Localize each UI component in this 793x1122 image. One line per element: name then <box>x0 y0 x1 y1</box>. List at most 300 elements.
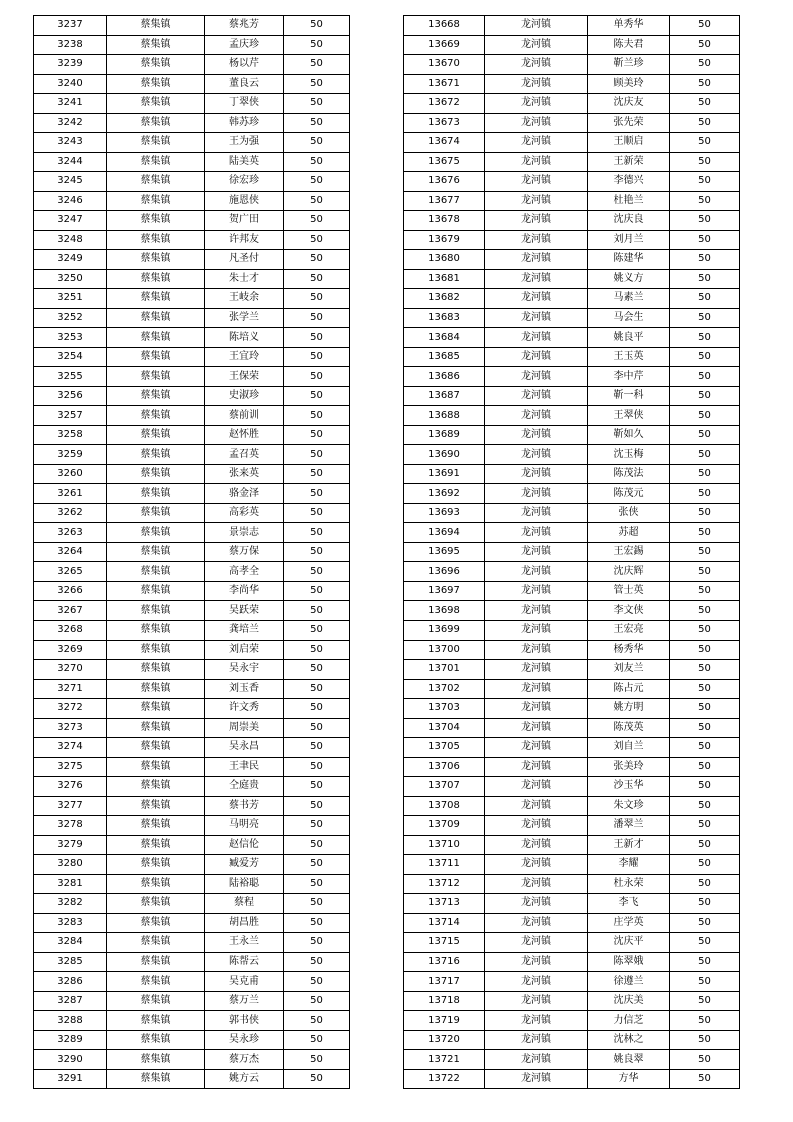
amount-cell: 50 <box>670 35 740 55</box>
town-cell: 蔡集镇 <box>107 913 205 933</box>
serial-cell: 13713 <box>404 894 485 914</box>
name-cell: 吴克甫 <box>205 972 284 992</box>
table-row <box>404 913 740 933</box>
name-cell: 韩苏珍 <box>205 113 284 133</box>
town-cell: 蔡集镇 <box>107 55 205 75</box>
town-cell: 蔡集镇 <box>107 230 205 250</box>
town-cell: 蔡集镇 <box>107 386 205 406</box>
name-cell: 刘玉香 <box>205 679 284 699</box>
name-cell: 董良云 <box>205 74 284 94</box>
serial-cell: 3243 <box>34 133 107 153</box>
name-cell: 沈庆辉 <box>588 562 670 582</box>
name-cell: 孟召英 <box>205 445 284 465</box>
amount-cell: 50 <box>670 660 740 680</box>
town-cell: 蔡集镇 <box>107 562 205 582</box>
table-row <box>404 386 740 406</box>
table-row <box>404 894 740 914</box>
name-cell: 王为强 <box>205 133 284 153</box>
amount-cell: 50 <box>670 94 740 114</box>
town-cell: 蔡集镇 <box>107 777 205 797</box>
serial-cell: 13714 <box>404 913 485 933</box>
name-cell: 陆美英 <box>205 152 284 172</box>
name-cell: 刘月兰 <box>588 230 670 250</box>
name-cell: 凡圣付 <box>205 250 284 270</box>
table-row <box>34 640 350 660</box>
serial-cell: 3253 <box>34 328 107 348</box>
amount-cell: 50 <box>284 777 350 797</box>
serial-cell: 13698 <box>404 601 485 621</box>
table-row <box>404 1050 740 1070</box>
serial-cell: 3262 <box>34 503 107 523</box>
amount-cell: 50 <box>670 640 740 660</box>
amount-cell: 50 <box>670 777 740 797</box>
serial-cell: 3266 <box>34 581 107 601</box>
serial-cell: 3265 <box>34 562 107 582</box>
town-cell: 蔡集镇 <box>107 816 205 836</box>
table-row <box>404 562 740 582</box>
serial-cell: 13677 <box>404 191 485 211</box>
serial-cell: 13695 <box>404 542 485 562</box>
town-cell: 龙河镇 <box>485 835 588 855</box>
town-cell: 蔡集镇 <box>107 972 205 992</box>
serial-cell: 13715 <box>404 933 485 953</box>
name-cell: 陈茂英 <box>588 718 670 738</box>
amount-cell: 50 <box>670 503 740 523</box>
name-cell: 靳兰珍 <box>588 55 670 75</box>
town-cell: 龙河镇 <box>485 35 588 55</box>
table-row <box>404 35 740 55</box>
table-row <box>404 503 740 523</box>
amount-cell: 50 <box>284 16 350 36</box>
table-row <box>404 620 740 640</box>
town-cell: 蔡集镇 <box>107 581 205 601</box>
table-row <box>34 835 350 855</box>
town-cell: 龙河镇 <box>485 757 588 777</box>
amount-cell: 50 <box>284 308 350 328</box>
table-row <box>34 874 350 894</box>
name-cell: 孟庆珍 <box>205 35 284 55</box>
table-row <box>404 581 740 601</box>
amount-cell: 50 <box>284 289 350 309</box>
name-cell: 陆裕聪 <box>205 874 284 894</box>
town-cell: 龙河镇 <box>485 738 588 758</box>
town-cell: 龙河镇 <box>485 133 588 153</box>
name-cell: 蔡兆芳 <box>205 16 284 36</box>
serial-cell: 3268 <box>34 620 107 640</box>
serial-cell: 3237 <box>34 16 107 36</box>
name-cell: 陈夫君 <box>588 35 670 55</box>
town-cell: 龙河镇 <box>485 699 588 719</box>
name-cell: 王永兰 <box>205 933 284 953</box>
name-cell: 杜永荣 <box>588 874 670 894</box>
serial-cell: 3238 <box>34 35 107 55</box>
town-cell: 蔡集镇 <box>107 172 205 192</box>
table-row <box>34 425 350 445</box>
table-row <box>34 562 350 582</box>
amount-cell: 50 <box>284 35 350 55</box>
table-row <box>404 464 740 484</box>
amount-cell: 50 <box>284 191 350 211</box>
table-row <box>34 660 350 680</box>
serial-cell: 13700 <box>404 640 485 660</box>
serial-cell: 3256 <box>34 386 107 406</box>
serial-cell: 13710 <box>404 835 485 855</box>
table-row <box>34 172 350 192</box>
town-cell: 蔡集镇 <box>107 328 205 348</box>
table-row <box>404 113 740 133</box>
serial-cell: 13688 <box>404 406 485 426</box>
serial-cell: 3267 <box>34 601 107 621</box>
serial-cell: 13705 <box>404 738 485 758</box>
name-cell: 吴永昌 <box>205 738 284 758</box>
name-cell: 王保荣 <box>205 367 284 387</box>
town-cell: 龙河镇 <box>485 464 588 484</box>
amount-cell: 50 <box>284 562 350 582</box>
table-row <box>404 74 740 94</box>
table-row <box>34 269 350 289</box>
table-row <box>404 484 740 504</box>
town-cell: 蔡集镇 <box>107 1069 205 1089</box>
town-cell: 龙河镇 <box>485 991 588 1011</box>
amount-cell: 50 <box>284 211 350 231</box>
amount-cell: 50 <box>284 620 350 640</box>
amount-cell: 50 <box>284 367 350 387</box>
table-row <box>34 230 350 250</box>
town-cell: 龙河镇 <box>485 230 588 250</box>
name-cell: 蔡程 <box>205 894 284 914</box>
table-row <box>404 289 740 309</box>
name-cell: 陈帮云 <box>205 952 284 972</box>
serial-cell: 13686 <box>404 367 485 387</box>
table-row <box>404 347 740 367</box>
amount-cell: 50 <box>670 211 740 231</box>
serial-cell: 13708 <box>404 796 485 816</box>
table-row <box>404 367 740 387</box>
table-row <box>34 933 350 953</box>
town-cell: 蔡集镇 <box>107 523 205 543</box>
table-row <box>404 601 740 621</box>
serial-cell: 3279 <box>34 835 107 855</box>
table-row <box>404 718 740 738</box>
name-cell: 张学兰 <box>205 308 284 328</box>
amount-cell: 50 <box>670 16 740 36</box>
table-row <box>404 94 740 114</box>
name-cell: 吴跃荣 <box>205 601 284 621</box>
town-cell: 龙河镇 <box>485 796 588 816</box>
serial-cell: 13701 <box>404 660 485 680</box>
name-cell: 潘翠兰 <box>588 816 670 836</box>
amount-cell: 50 <box>284 679 350 699</box>
serial-cell: 13668 <box>404 16 485 36</box>
town-cell: 蔡集镇 <box>107 250 205 270</box>
town-cell: 蔡集镇 <box>107 445 205 465</box>
name-cell: 沈庆美 <box>588 991 670 1011</box>
table-row <box>404 406 740 426</box>
name-cell: 王新才 <box>588 835 670 855</box>
serial-cell: 3263 <box>34 523 107 543</box>
town-cell: 龙河镇 <box>485 777 588 797</box>
serial-cell: 13683 <box>404 308 485 328</box>
table-row <box>404 211 740 231</box>
town-cell: 龙河镇 <box>485 191 588 211</box>
serial-cell: 3283 <box>34 913 107 933</box>
serial-cell: 3281 <box>34 874 107 894</box>
serial-cell: 3247 <box>34 211 107 231</box>
amount-cell: 50 <box>670 269 740 289</box>
town-cell: 龙河镇 <box>485 74 588 94</box>
table-row <box>34 913 350 933</box>
table-row <box>404 172 740 192</box>
amount-cell: 50 <box>670 367 740 387</box>
serial-cell: 3245 <box>34 172 107 192</box>
name-cell: 丁翠侠 <box>205 94 284 114</box>
town-cell: 龙河镇 <box>485 16 588 36</box>
table-row <box>34 484 350 504</box>
name-cell: 史淑珍 <box>205 386 284 406</box>
serial-cell: 13706 <box>404 757 485 777</box>
serial-cell: 3241 <box>34 94 107 114</box>
town-cell: 蔡集镇 <box>107 308 205 328</box>
serial-cell: 13693 <box>404 503 485 523</box>
name-cell: 赵信伦 <box>205 835 284 855</box>
town-cell: 龙河镇 <box>485 933 588 953</box>
serial-cell: 13669 <box>404 35 485 55</box>
serial-cell: 13679 <box>404 230 485 250</box>
name-cell: 张先荣 <box>588 113 670 133</box>
amount-cell: 50 <box>284 523 350 543</box>
table-row <box>404 1069 740 1089</box>
name-cell: 高孝全 <box>205 562 284 582</box>
name-cell: 陈占元 <box>588 679 670 699</box>
table-row <box>404 835 740 855</box>
town-cell: 蔡集镇 <box>107 113 205 133</box>
table-row <box>404 972 740 992</box>
table-row <box>404 133 740 153</box>
name-cell: 臧爱芳 <box>205 855 284 875</box>
name-cell: 管士英 <box>588 581 670 601</box>
amount-cell: 50 <box>670 581 740 601</box>
town-cell: 蔡集镇 <box>107 933 205 953</box>
amount-cell: 50 <box>670 1011 740 1031</box>
amount-cell: 50 <box>284 835 350 855</box>
town-cell: 蔡集镇 <box>107 16 205 36</box>
serial-cell: 3275 <box>34 757 107 777</box>
amount-cell: 50 <box>670 601 740 621</box>
serial-cell: 13687 <box>404 386 485 406</box>
name-cell: 李中芹 <box>588 367 670 387</box>
name-cell: 陈茂法 <box>588 464 670 484</box>
name-cell: 靳如久 <box>588 425 670 445</box>
name-cell: 陈建华 <box>588 250 670 270</box>
amount-cell: 50 <box>670 74 740 94</box>
table-row <box>34 289 350 309</box>
town-cell: 蔡集镇 <box>107 991 205 1011</box>
table-row <box>34 464 350 484</box>
name-cell: 沈玉梅 <box>588 445 670 465</box>
town-cell: 龙河镇 <box>485 152 588 172</box>
name-cell: 沈林之 <box>588 1030 670 1050</box>
amount-cell: 50 <box>670 464 740 484</box>
table-row <box>404 660 740 680</box>
serial-cell: 3240 <box>34 74 107 94</box>
name-cell: 王新荣 <box>588 152 670 172</box>
amount-cell: 50 <box>670 1030 740 1050</box>
town-cell: 龙河镇 <box>485 718 588 738</box>
table-row <box>34 523 350 543</box>
table-row <box>34 796 350 816</box>
serial-cell: 3255 <box>34 367 107 387</box>
name-cell: 李飞 <box>588 894 670 914</box>
town-cell: 蔡集镇 <box>107 347 205 367</box>
table-row <box>404 738 740 758</box>
right-table-body <box>404 16 740 1089</box>
name-cell: 许文秀 <box>205 699 284 719</box>
table-row <box>34 855 350 875</box>
serial-cell: 13670 <box>404 55 485 75</box>
amount-cell: 50 <box>284 328 350 348</box>
table-row <box>34 113 350 133</box>
serial-cell: 13689 <box>404 425 485 445</box>
amount-cell: 50 <box>670 55 740 75</box>
amount-cell: 50 <box>670 796 740 816</box>
amount-cell: 50 <box>284 913 350 933</box>
amount-cell: 50 <box>284 640 350 660</box>
serial-cell: 13704 <box>404 718 485 738</box>
serial-cell: 3284 <box>34 933 107 953</box>
amount-cell: 50 <box>670 991 740 1011</box>
town-cell: 龙河镇 <box>485 172 588 192</box>
table-row <box>404 191 740 211</box>
town-cell: 龙河镇 <box>485 1050 588 1070</box>
table-row <box>34 581 350 601</box>
serial-cell: 13712 <box>404 874 485 894</box>
town-cell: 蔡集镇 <box>107 464 205 484</box>
serial-cell: 3258 <box>34 425 107 445</box>
amount-cell: 50 <box>284 699 350 719</box>
table-row <box>404 1011 740 1031</box>
amount-cell: 50 <box>670 1069 740 1089</box>
amount-cell: 50 <box>284 386 350 406</box>
amount-cell: 50 <box>670 699 740 719</box>
town-cell: 龙河镇 <box>485 367 588 387</box>
town-cell: 龙河镇 <box>485 855 588 875</box>
table-row <box>34 894 350 914</box>
name-cell: 陈培义 <box>205 328 284 348</box>
amount-cell: 50 <box>284 250 350 270</box>
town-cell: 蔡集镇 <box>107 152 205 172</box>
amount-cell: 50 <box>670 230 740 250</box>
amount-cell: 50 <box>284 757 350 777</box>
name-cell: 赵怀胜 <box>205 425 284 445</box>
amount-cell: 50 <box>284 347 350 367</box>
amount-cell: 50 <box>670 933 740 953</box>
serial-cell: 13681 <box>404 269 485 289</box>
table-row <box>34 757 350 777</box>
town-cell: 蔡集镇 <box>107 952 205 972</box>
serial-cell: 3290 <box>34 1050 107 1070</box>
name-cell: 沈庆平 <box>588 933 670 953</box>
town-cell: 蔡集镇 <box>107 738 205 758</box>
serial-cell: 3246 <box>34 191 107 211</box>
table-row <box>34 1030 350 1050</box>
amount-cell: 50 <box>670 191 740 211</box>
table-row <box>34 777 350 797</box>
serial-cell: 13719 <box>404 1011 485 1031</box>
amount-cell: 50 <box>670 172 740 192</box>
amount-cell: 50 <box>670 484 740 504</box>
serial-cell: 3270 <box>34 660 107 680</box>
serial-cell: 13717 <box>404 972 485 992</box>
amount-cell: 50 <box>670 308 740 328</box>
name-cell: 顾美玲 <box>588 74 670 94</box>
serial-cell: 3287 <box>34 991 107 1011</box>
serial-cell: 13684 <box>404 328 485 348</box>
serial-cell: 13711 <box>404 855 485 875</box>
serial-cell: 3286 <box>34 972 107 992</box>
serial-cell: 13692 <box>404 484 485 504</box>
town-cell: 龙河镇 <box>485 211 588 231</box>
serial-cell: 13709 <box>404 816 485 836</box>
town-cell: 蔡集镇 <box>107 484 205 504</box>
table-row <box>404 757 740 777</box>
name-cell: 杜艳兰 <box>588 191 670 211</box>
name-cell: 张美玲 <box>588 757 670 777</box>
town-cell: 蔡集镇 <box>107 1030 205 1050</box>
name-cell: 靳一科 <box>588 386 670 406</box>
table-row <box>404 640 740 660</box>
table-row <box>34 1069 350 1089</box>
town-cell: 蔡集镇 <box>107 855 205 875</box>
town-cell: 蔡集镇 <box>107 191 205 211</box>
table-row <box>34 542 350 562</box>
table-row <box>404 542 740 562</box>
table-row <box>34 16 350 36</box>
town-cell: 蔡集镇 <box>107 74 205 94</box>
town-cell: 龙河镇 <box>485 816 588 836</box>
name-cell: 蔡书芳 <box>205 796 284 816</box>
amount-cell: 50 <box>670 250 740 270</box>
name-cell: 仝庭贵 <box>205 777 284 797</box>
name-cell: 杨秀华 <box>588 640 670 660</box>
name-cell: 高彩英 <box>205 503 284 523</box>
amount-cell: 50 <box>670 152 740 172</box>
name-cell: 许邦友 <box>205 230 284 250</box>
town-cell: 龙河镇 <box>485 1030 588 1050</box>
name-cell: 贺广田 <box>205 211 284 231</box>
name-cell: 力信芝 <box>588 1011 670 1031</box>
table-row <box>34 133 350 153</box>
serial-cell: 3291 <box>34 1069 107 1089</box>
amount-cell: 50 <box>284 542 350 562</box>
town-cell: 蔡集镇 <box>107 133 205 153</box>
amount-cell: 50 <box>670 133 740 153</box>
table-row <box>34 816 350 836</box>
serial-cell: 3252 <box>34 308 107 328</box>
name-cell: 杨以芹 <box>205 55 284 75</box>
town-cell: 龙河镇 <box>485 972 588 992</box>
name-cell: 方华 <box>588 1069 670 1089</box>
town-cell: 蔡集镇 <box>107 660 205 680</box>
serial-cell: 3285 <box>34 952 107 972</box>
name-cell: 王翠侠 <box>588 406 670 426</box>
amount-cell: 50 <box>284 894 350 914</box>
left-table <box>33 15 350 1089</box>
amount-cell: 50 <box>670 718 740 738</box>
serial-cell: 13721 <box>404 1050 485 1070</box>
amount-cell: 50 <box>284 933 350 953</box>
serial-cell: 3280 <box>34 855 107 875</box>
name-cell: 吴永宇 <box>205 660 284 680</box>
